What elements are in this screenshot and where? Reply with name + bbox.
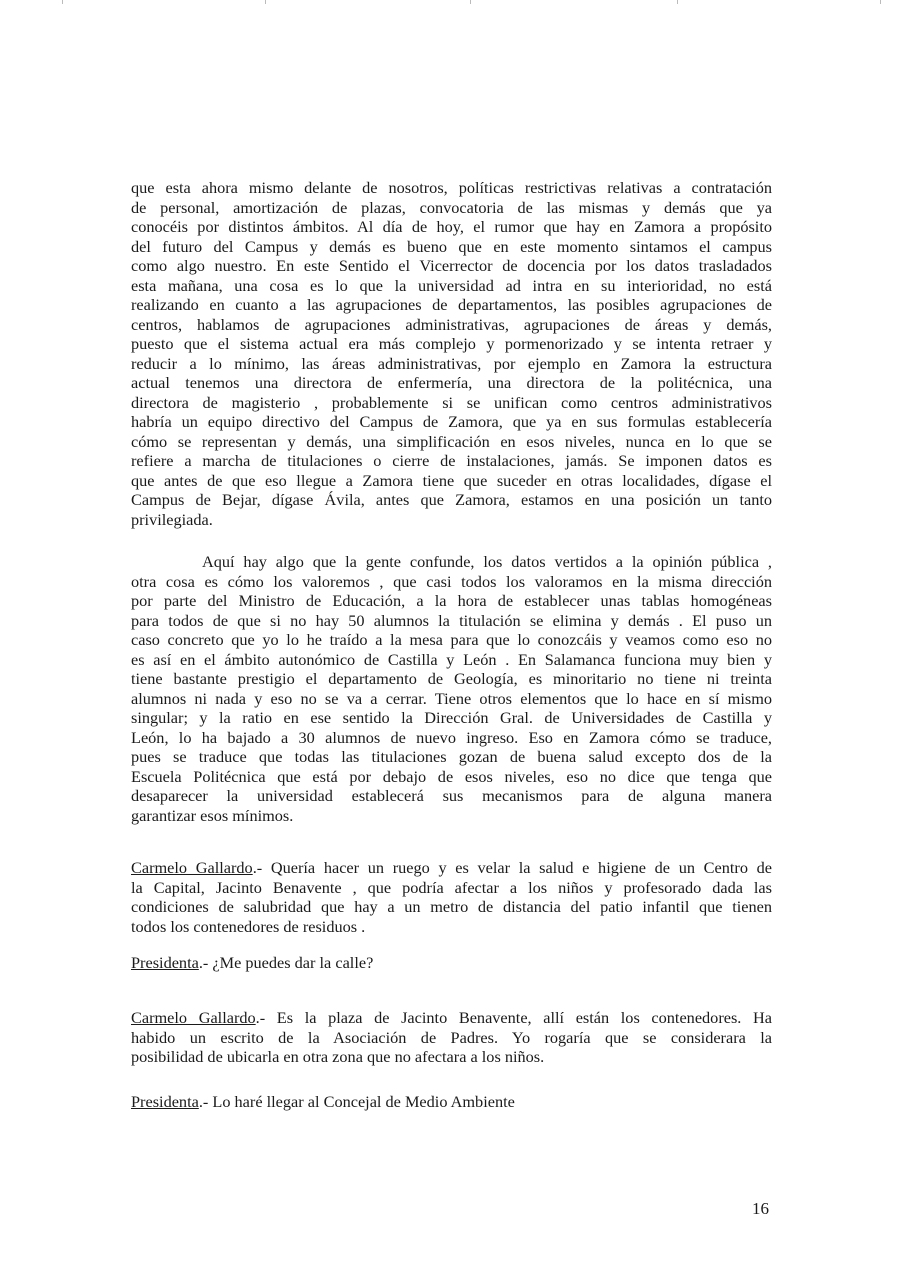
paragraph (131, 178, 772, 529)
text-line (131, 1008, 772, 1028)
scan-mark (265, 0, 266, 4)
text-line: que esta ahora mismo delante de nosotros, políticas restrictivas relativas a contratación (131, 178, 772, 197)
speaker-turn (131, 1008, 772, 1067)
text-line: de personal, amortización de plazas, convocatoria de las mismas y demás que ya (131, 197, 772, 217)
text-line: todos los contenedores de residuos . (131, 916, 366, 936)
text-line: directora de magisterio , probablemente si se unifican como centros administrativos (131, 392, 772, 412)
paragraph (131, 552, 772, 825)
speaker-turn (131, 858, 772, 936)
text-line: refiere a marcha de titulaciones o cierre de instalaciones, jamás. Se imponen datos es (131, 451, 772, 470)
speech-text: .- Es la plaza de Jacinto Benavente, allí están los contenedores. Ha (255, 1008, 773, 1027)
text-line: condiciones de salubridad que hay a un metro de distancia del patio infantil que tienen (131, 897, 772, 916)
speech-text: .- Quería hacer un ruego y es velar la salud e higiene de un Centro de (252, 858, 772, 877)
text-line: posibilidad de ubicarla en otra zona que no afectara a los niños. (131, 1047, 545, 1066)
speaker-turn (131, 1092, 772, 1112)
text-line: conocéis por distintos ámbitos. Al día de hoy, el rumor que hay en Zamora a propósito (131, 217, 772, 236)
text-line: del futuro del Campus y demás es bueno que en este momento sintamos el campus (131, 236, 772, 256)
text-line: reducir a lo mínimo, las áreas administrativas, por ejemplo en Zamora la estructura (131, 353, 772, 373)
speaker-name: Carmelo Gallardo (131, 858, 253, 877)
scan-mark (62, 0, 63, 4)
scan-mark (880, 0, 881, 4)
text-line: centros, hablamos de agrupaciones administrativas, agrupaciones de áreas y demás, (131, 314, 772, 334)
text-line: privilegiada. (131, 509, 213, 529)
text-line: habría un equipo directivo del Campus de Zamora, que ya en sus formulas establecería (131, 412, 772, 431)
text-line: Escuela Politécnica que está por debajo de esos niveles, eso no dice que tenga que (131, 766, 772, 786)
text-line (131, 858, 772, 878)
text-line: como algo nuestro. En este Sentido el Vicerrector de docencia por los datos trasladados (131, 256, 772, 275)
text-line: para todos de que si no hay 50 alumnos la titulación se elimina y demás . El puso un (131, 610, 772, 630)
text-line (131, 1092, 772, 1112)
text-line: Aquí hay algo que la gente confunde, los datos vertidos a la opinión pública , (202, 552, 772, 571)
scan-mark (470, 0, 471, 4)
text-line: es así en el ámbito autonómico de Castilla y León . En Salamanca funciona muy bien y (131, 649, 772, 669)
speaker-turn (131, 953, 772, 973)
speaker-name: Presidenta (131, 1092, 199, 1111)
text-line: la Capital, Jacinto Benavente , que podría afectar a los niños y profesorado dada las (131, 877, 772, 897)
text-line: pues se traduce que todas las titulaciones gozan de buena salud excepto dos de la (131, 747, 772, 766)
text-line: León, lo ha bajado a 30 alumnos de nuevo ingreso. Eso en Zamora cómo se traduce, (131, 727, 772, 747)
text-line: puesto que el sistema actual era más complejo y pormenorizado y se intenta retraer y (131, 334, 772, 353)
text-line: actual tenemos una directora de enfermería, una directora de la politécnica, una (131, 373, 772, 392)
text-line: desaparecer la universidad establecerá sus mecanismos para de alguna manera (131, 786, 772, 805)
text-line: tiene bastante prestigio el departamento de Geología, es minoritario no tiene ni treinta (131, 669, 772, 688)
page-number: 16 (752, 1199, 769, 1218)
text-line: garantizar esos mínimos. (131, 805, 294, 825)
text-line: cómo se representan y demás, una simplificación en esos niveles, nunca en lo que se (131, 431, 772, 451)
text-line: que antes de que eso llegue a Zamora tiene que suceder en otras localidades, dígase el (131, 470, 772, 490)
text-line (131, 953, 772, 973)
speech-text: .- Lo haré llegar al Concejal de Medio Ambiente (198, 1092, 515, 1111)
speaker-name: Presidenta (131, 953, 199, 972)
text-line: caso concreto que yo lo he traído a la mesa para que lo conozcáis y veamos como eso no (131, 630, 772, 649)
speaker-name: Carmelo Gallardo (131, 1008, 256, 1027)
speech-text: .- ¿Me puedes dar la calle? (198, 953, 374, 972)
text-line: singular; y la ratio en ese sentido la Dirección Gral. de Universidades de Castilla y (131, 708, 772, 727)
text-line: habido un escrito de la Asociación de Padres. Yo rogaría que se considerara la (131, 1027, 772, 1047)
text-line: alumnos ni nada y eso no se va a cerrar. Tiene otros elementos que lo hace en sí mismo (131, 688, 772, 708)
text-line: realizando en cuanto a las agrupaciones de departamentos, las posibles agrupaciones de (131, 295, 772, 314)
text-line: por parte del Ministro de Educación, a la hora de establecer unas tablas homogéneas (131, 591, 772, 610)
text-line: Campus de Bejar, dígase Ávila, antes que Zamora, estamos en una posición un tanto (131, 490, 772, 509)
scan-mark (677, 0, 678, 4)
text-line: esta mañana, una cosa es lo que la universidad ad intra en su interioridad, no está (131, 275, 772, 295)
text-line: otra cosa es cómo los valoremos , que casi todos los valoramos en la misma dirección (131, 571, 772, 591)
